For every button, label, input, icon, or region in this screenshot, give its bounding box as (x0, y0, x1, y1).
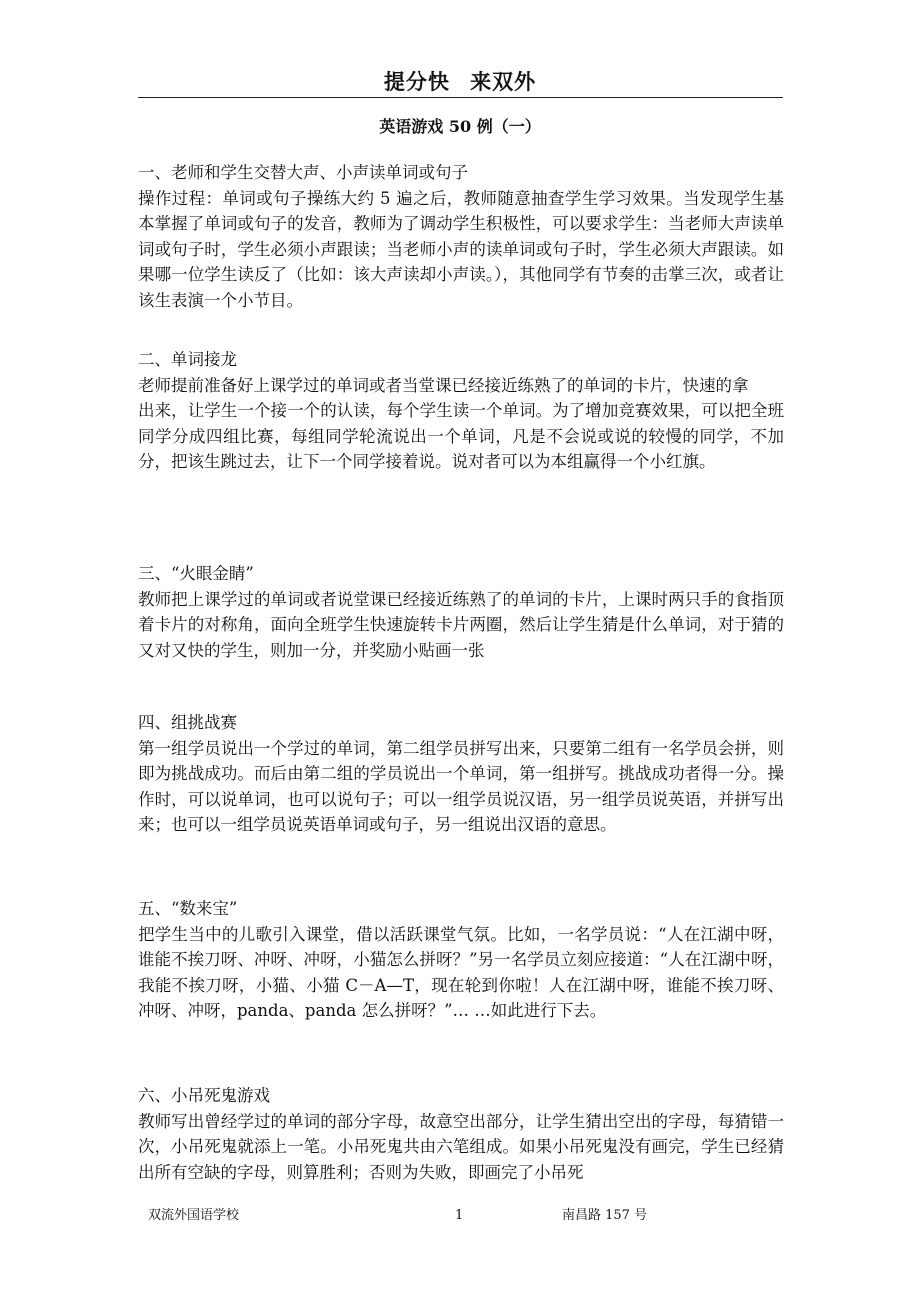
footer-address: 南昌路 157 号 (562, 1208, 648, 1223)
section-paragraph: 出来，让学生一个接一个的认读，每个学生读一个单词。为了增加竞赛效果，可以把全班同学分成四组比赛，每组同学轮流说出一个单词，凡是不会说或说的较慢的同学，不加分，把该生跳过去，让下一个同学接着说。说对者可以为本组赢得一个小红旗。 (138, 401, 784, 471)
section-heading: 四、组挑战赛 (138, 713, 237, 732)
section-heading: 五、“数来宝” (138, 899, 238, 918)
section-paragraph: 把学生当中的儿歌引入课堂，借以活跃课堂气氛。比如，一名学员说：“人在江湖中呀，谁能不挨刀呀、冲呀、冲呀，小猫怎么拼呀？”另一名学员立刻应接道：“人在江湖中呀，我能不挨刀呀，小猫、小猫 C－A—T，现在轮到你啦！人在江湖中呀，谁能不挨刀呀、冲呀、冲呀，panda、panda 怎么拼呀？”… …如此进行下去。 (138, 924, 784, 1020)
section-4 (138, 710, 784, 838)
section-heading: 三、“火眼金睛” (138, 564, 254, 583)
page-header-title: 提分快 来双外 (383, 69, 537, 94)
footer-page-number: 1 (455, 1208, 464, 1223)
section-paragraph: 第一组学员说出一个学过的单词，第二组学员拼写出来，只要第二组有一名学员会拼，则即为挑战成功。而后由第二组的学员说出一个单词，第一组拼写。挑战成功者得一分。操作时，可以说单词，也可以说句子；可以一组学员说汉语，另一组学员说英语，并拼写出来；也可以一组学员说英语单词或句子，另一组说出汉语的意思。 (138, 738, 784, 834)
document-title: 英语游戏 50 例（一） (379, 117, 541, 136)
footer-school: 双流外国语学校 (148, 1208, 240, 1223)
section-heading: 二、单词接龙 (138, 350, 237, 369)
section-heading: 一、老师和学生交替大声、小声读单词或句子 (138, 163, 468, 182)
header-divider (138, 97, 783, 98)
section-paragraph: 教师把上课学过的单词或者说堂课已经接近练熟了的单词的卡片，上课时两只手的食指顶着卡片的对称角，面向全班学生快速旋转卡片两圈，然后让学生猜是什么单词，对于猜的又对又快的学生，则加一分，并奖励小贴画一张 (138, 589, 784, 660)
section-paragraph: 教师写出曾经学过的单词的部分字母，故意空出部分，让学生猜出空出的字母，每猜错一次，小吊死鬼就添上一笔。小吊死鬼共由六笔组成。如果小吊死鬼没有画完，学生已经猜出所有空缺的字母，则算胜利；否则为失败，即画完了小吊死 (138, 1111, 784, 1182)
section-heading: 六、小吊死鬼游戏 (138, 1086, 270, 1105)
section-paragraph: 操作过程：单词或句子操练大约 5 遍之后，教师随意抽查学生学习效果。当发现学生基本掌握了单词或句子的发音，教师为了调动学生积极性，可以要求学生：当老师大声读单词或句子时，学生必须小声跟读；当老师小声的读单词或句子时，学生必须大声跟读。如果哪一位学生读反了（比如：该大声读却小声读。），其他同学有节奏的击掌三次，或者让该生表演一个小节目。 (138, 188, 784, 310)
section-2 (138, 347, 784, 475)
section-3 (138, 561, 784, 663)
section-1 (138, 160, 784, 313)
section-6 (138, 1083, 784, 1185)
section-paragraph: 老师提前准备好上课学过的单词或者当堂课已经接近练熟了的单词的卡片，快速的拿 (138, 375, 749, 395)
section-5 (138, 896, 784, 1024)
